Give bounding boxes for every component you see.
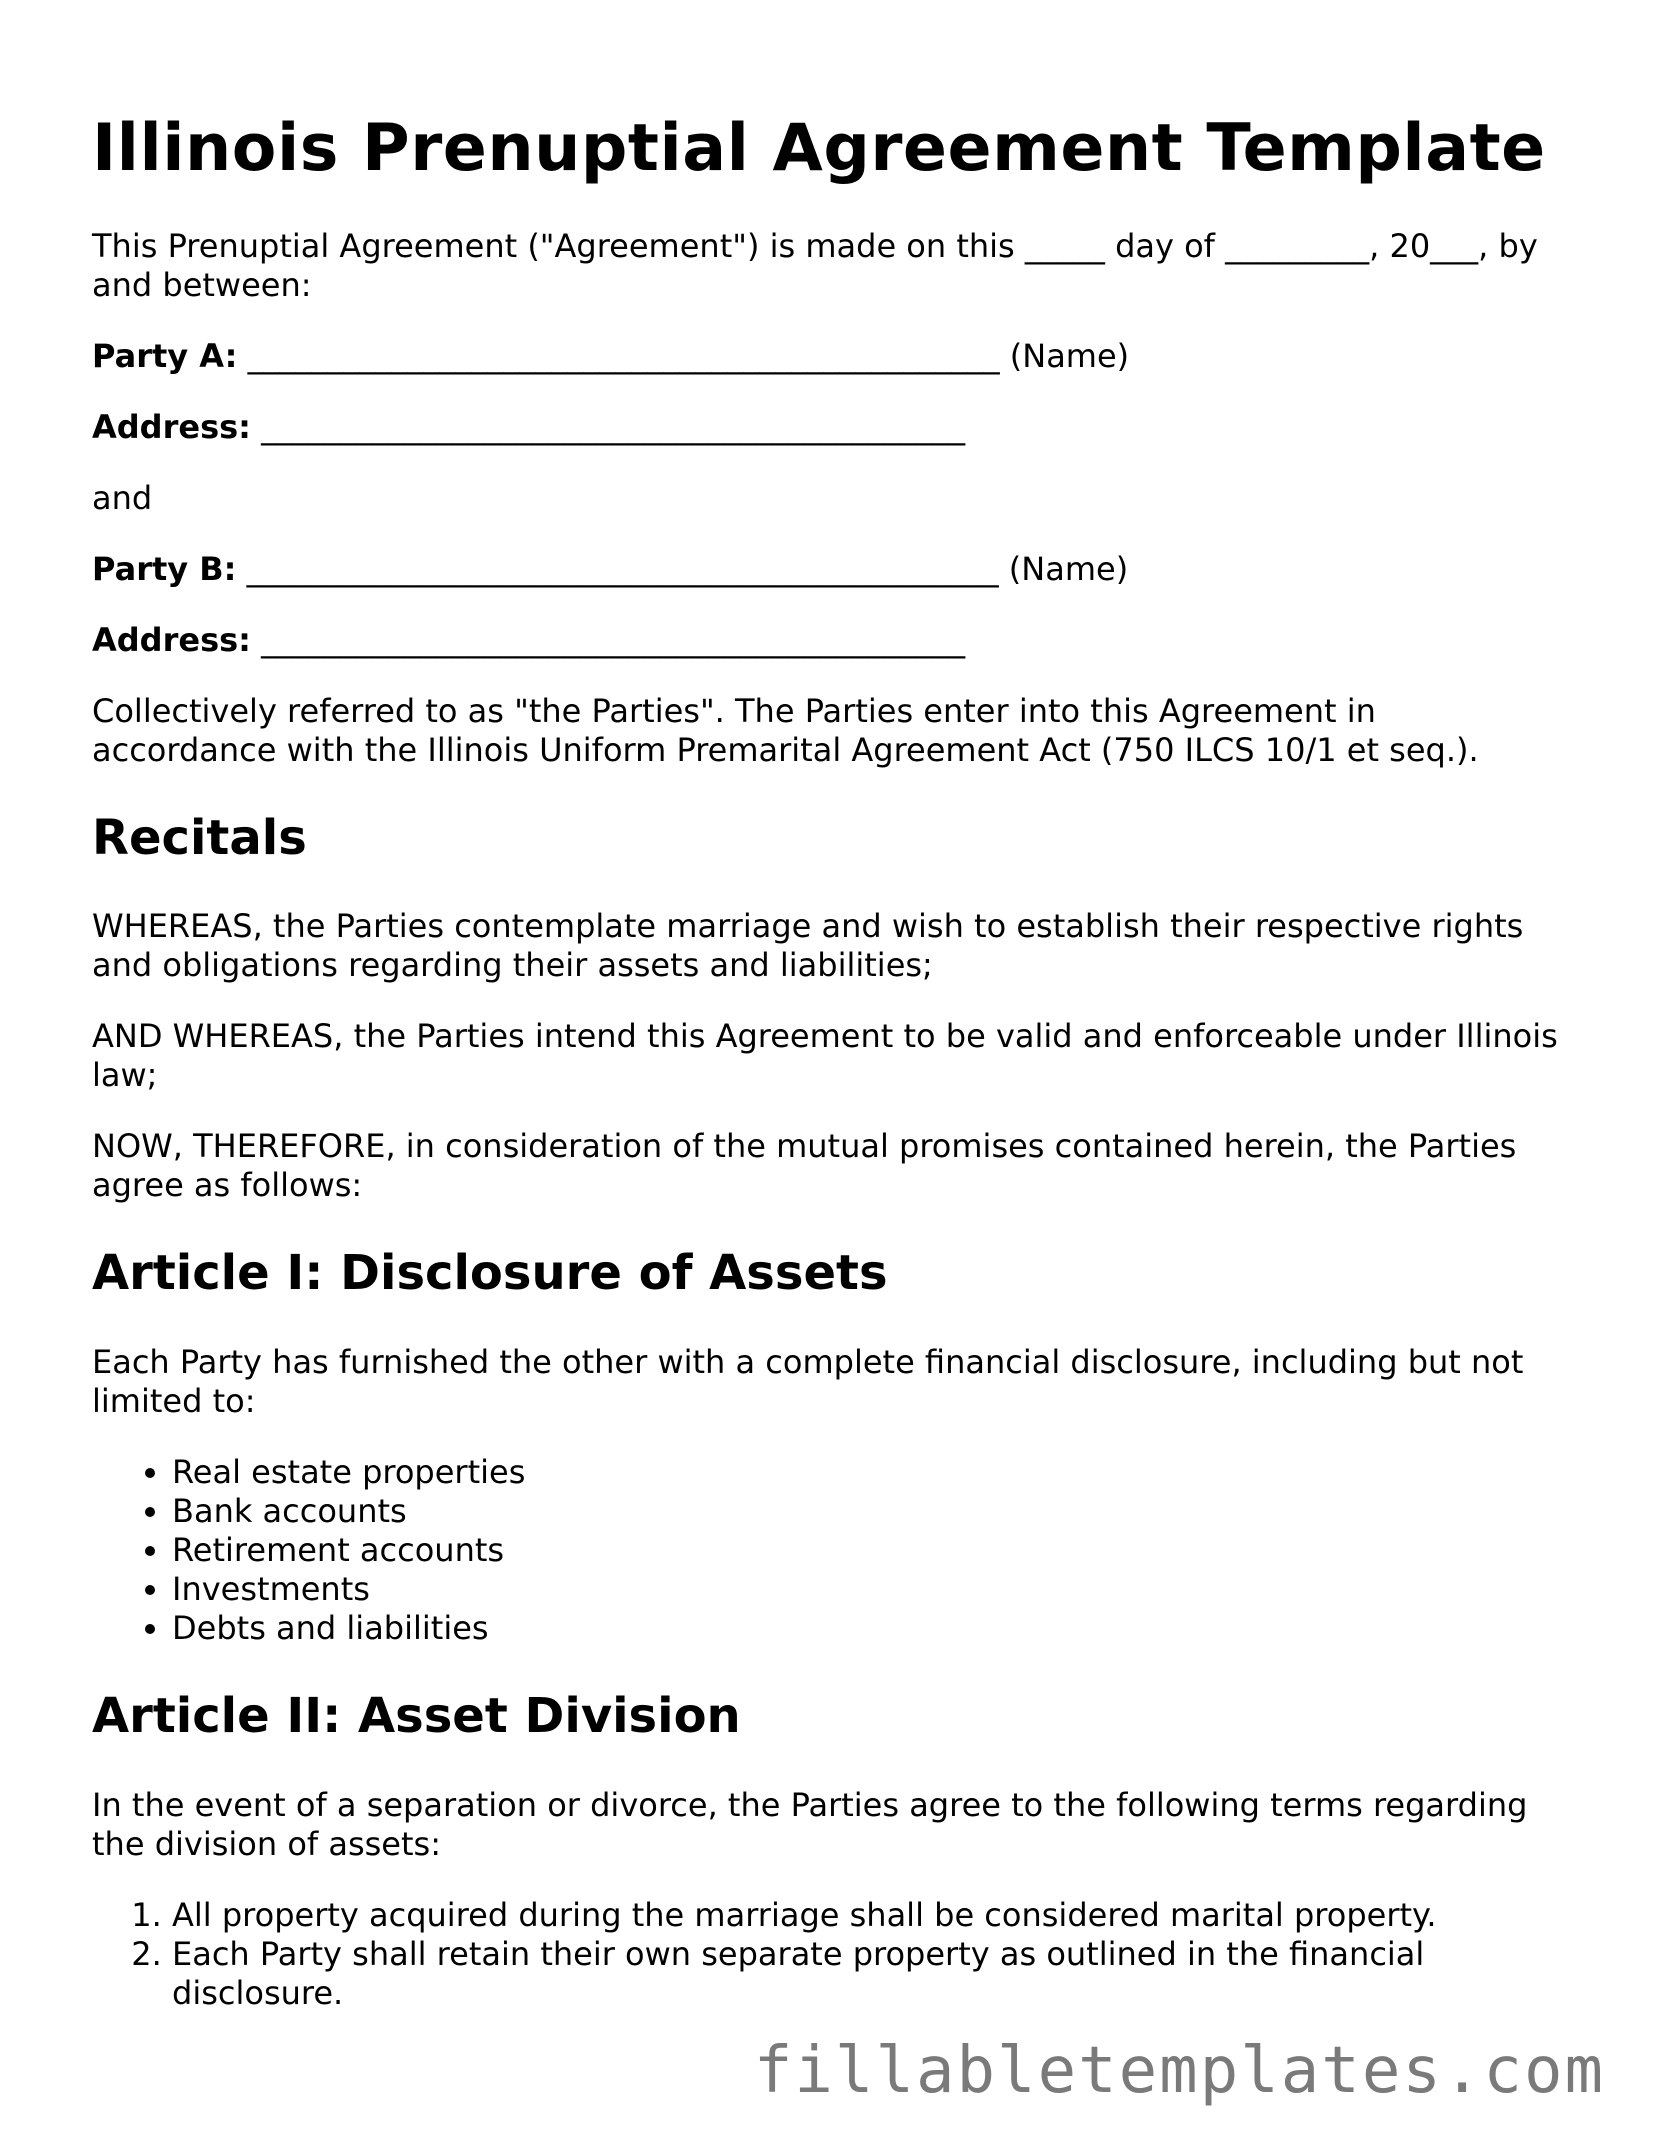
- party-a-field: _______________________________________________ (Name): [237, 336, 1130, 375]
- party-b-address-field: ____________________________________________: [250, 620, 966, 659]
- party-a-line: [92, 337, 1562, 376]
- list-item: 1. All property acquired during the marriage shall be considered marital property.: [172, 1896, 1562, 1935]
- party-a-address-label: Address:: [92, 407, 251, 446]
- recital-paragraph-1: WHEREAS, the Parties contemplate marriage and wish to establish their respective rights and obligations regarding their assets and liabilities;: [92, 907, 1524, 985]
- party-b-label: Party B:: [92, 549, 237, 588]
- recitals-heading: Recitals: [92, 809, 307, 866]
- party-a-label: Party A:: [92, 336, 238, 375]
- asset-disclosure-list: [92, 1453, 1562, 1648]
- document-page: [92, 112, 1562, 2043]
- list-item: • Debts and liabilities: [172, 1609, 1562, 1648]
- list-item: • Retirement accounts: [172, 1531, 1562, 1570]
- party-b-field: _______________________________________________ (Name): [236, 549, 1129, 588]
- article-1-intro: Each Party has furnished the other with a complete financial disclosure, including but not limited to:: [92, 1342, 1524, 1420]
- and-text: and: [92, 478, 153, 517]
- list-item: • Bank accounts: [172, 1492, 1562, 1531]
- party-a-address-line: [92, 408, 1562, 447]
- list-item: • Investments: [172, 1570, 1562, 1609]
- article-2-heading: Article II: Asset Division: [92, 1687, 741, 1744]
- article-1-heading: Article I: Disclosure of Assets: [92, 1245, 888, 1302]
- recital-paragraph-2: AND WHEREAS, the Parties intend this Agreement to be valid and enforceable under Illinois law;: [92, 1017, 1558, 1095]
- party-a-address-field: ____________________________________________: [250, 407, 966, 446]
- recital-paragraph-3: NOW, THEREFORE, in consideration of the mutual promises contained herein, the Parties agree as follows:: [92, 1127, 1517, 1205]
- article-2-intro: In the event of a separation or divorce, the Parties agree to the following terms regarding the division of assets:: [92, 1785, 1528, 1863]
- collectively-paragraph: Collectively referred to as "the Parties". The Parties enter into this Agreement in accordance with the Illinois Uniform Premarital Agreement Act (750 ILCS 10/1 et seq.).: [92, 691, 1479, 769]
- party-b-line: [92, 550, 1562, 589]
- watermark-text: fillabletemplates.com: [753, 2034, 1605, 2108]
- asset-division-list: [92, 1896, 1562, 2013]
- document-title: Illinois Prenuptial Agreement Template: [92, 111, 1546, 186]
- list-item: 2. Each Party shall retain their own separate property as outlined in the financial disclosure.: [172, 1935, 1562, 2013]
- intro-paragraph: This Prenuptial Agreement ("Agreement") is made on this _____ day of _________, 20___, by and between:: [92, 226, 1538, 304]
- party-b-address-label: Address:: [92, 620, 251, 659]
- party-b-address-line: [92, 621, 1562, 660]
- list-item: • Real estate properties: [172, 1453, 1562, 1492]
